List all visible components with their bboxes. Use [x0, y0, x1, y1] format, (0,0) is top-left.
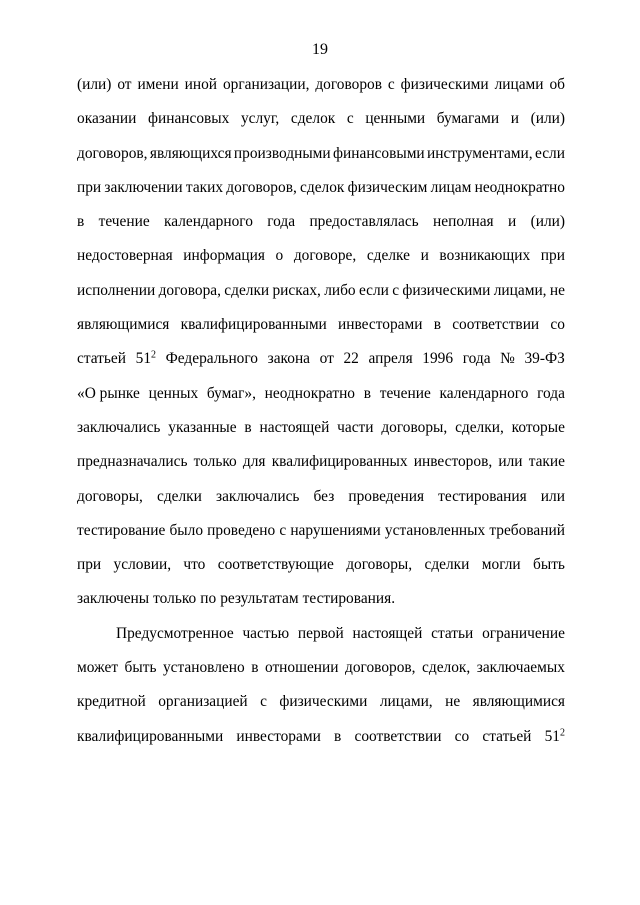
word: лицами, — [379, 693, 433, 711]
word: ценных — [148, 384, 199, 402]
word: в — [363, 384, 372, 402]
word: заключались — [77, 418, 161, 436]
word: календарного — [164, 213, 253, 231]
paragraph — [77, 624, 565, 761]
word: (или) — [530, 110, 565, 128]
word: только — [153, 590, 197, 608]
paragraph — [77, 75, 565, 624]
word: неоднократно — [264, 384, 356, 402]
word: для — [242, 453, 266, 471]
text-line — [77, 727, 565, 761]
word: тестирования. — [302, 590, 396, 608]
word: и — [510, 110, 519, 128]
word: такие — [528, 453, 565, 471]
word: может — [77, 659, 119, 677]
word: договоры, — [381, 418, 448, 436]
word: соответствии — [354, 727, 442, 745]
text-line — [77, 246, 565, 280]
word: договоров — [315, 76, 382, 93]
word: 1996 — [422, 350, 454, 368]
word: сделок, — [422, 659, 471, 677]
word: части — [337, 418, 374, 436]
word: договоры, — [77, 487, 143, 505]
word: инвесторами — [236, 727, 321, 745]
word: (или) — [77, 76, 112, 93]
word: календарного — [439, 384, 529, 402]
word: которые — [511, 418, 565, 436]
word: исполнении — [77, 281, 156, 299]
text-line — [77, 589, 565, 623]
word: заключены — [77, 590, 150, 608]
word: о — [275, 247, 284, 265]
word: об — [549, 76, 565, 93]
word: организации, — [222, 76, 310, 93]
word: производными — [233, 144, 331, 162]
word: от — [117, 76, 132, 93]
word: инвесторами — [338, 316, 423, 334]
word: бумагами — [436, 110, 500, 128]
text-line — [77, 384, 565, 418]
word: проведено — [207, 521, 276, 539]
word: условии, — [113, 556, 172, 574]
word: инвесторов, — [413, 453, 493, 471]
text-line — [77, 281, 565, 315]
word: сделки, — [455, 418, 504, 436]
word: проведения — [348, 487, 425, 505]
text-line — [77, 144, 565, 178]
text-line — [77, 692, 565, 726]
word: финансовыми — [333, 144, 425, 162]
word: в — [77, 213, 85, 231]
word: предназначались — [77, 453, 188, 471]
word: лицами, — [493, 281, 547, 299]
word: или — [540, 487, 565, 505]
word: если — [535, 144, 565, 162]
word: сделки — [224, 281, 270, 299]
word: не — [445, 693, 461, 711]
word: сделки — [424, 556, 470, 574]
word: быть — [124, 659, 157, 677]
word: по — [200, 590, 217, 608]
word: года — [462, 350, 491, 368]
word: физическим — [347, 178, 428, 196]
text-line — [77, 315, 565, 349]
word: со — [454, 727, 470, 745]
word: квалифицированными — [180, 316, 327, 334]
word: сделки — [157, 487, 202, 505]
word: инструментами, — [427, 144, 533, 162]
word: года — [267, 213, 296, 231]
text-line — [77, 109, 565, 143]
word: оказании — [77, 110, 137, 128]
word: предоставлялась — [309, 213, 419, 231]
word: года — [537, 384, 565, 402]
word: в — [433, 316, 441, 334]
word: неполная — [433, 213, 494, 231]
word: частью — [242, 624, 290, 642]
word: статьей — [77, 350, 126, 368]
word: информация — [183, 247, 265, 265]
word: заключались — [215, 487, 300, 505]
word: «О рынке — [77, 384, 140, 402]
word: квалифицированными — [77, 727, 224, 745]
word: договора, — [158, 281, 221, 299]
text-line — [77, 521, 565, 555]
word: квалифицированных — [271, 453, 408, 471]
page-number: 19 — [312, 41, 328, 58]
word: указанные — [168, 418, 237, 436]
word: № — [500, 350, 515, 368]
word: с — [346, 110, 354, 128]
word: от — [319, 350, 334, 368]
word: сделке — [366, 247, 410, 265]
word: физическими — [402, 281, 491, 299]
word: апреля — [368, 350, 413, 368]
word: рисках, — [272, 281, 321, 299]
text-line — [77, 178, 565, 212]
word: являющихся — [149, 144, 232, 162]
word: услуг, — [240, 110, 280, 128]
word: бумаг», — [206, 384, 256, 402]
text-line — [77, 555, 565, 589]
word: $51^2$ — [544, 727, 565, 745]
word: ограничение — [482, 624, 565, 642]
word: лицам — [430, 178, 472, 196]
word: требований — [489, 521, 565, 539]
word: при — [540, 247, 565, 265]
word: результатам — [220, 590, 299, 608]
word: Предусмотренное — [116, 624, 234, 642]
word: (или) — [530, 213, 565, 231]
word: быть — [533, 556, 565, 574]
word: с — [392, 281, 400, 299]
word: со — [550, 316, 565, 334]
word: договоров, — [345, 659, 416, 677]
word: было — [169, 521, 204, 539]
word: Федерального — [165, 350, 259, 368]
word: соответствии — [452, 316, 540, 334]
word: возникающих — [439, 247, 531, 265]
word: организацией — [158, 693, 248, 711]
word: и — [420, 247, 429, 265]
word: течение — [379, 384, 431, 402]
document-body — [77, 75, 565, 761]
word: договоры, — [346, 556, 413, 574]
text-line — [77, 658, 565, 692]
word: 39-ФЗ — [524, 350, 565, 368]
word: тестирование — [77, 521, 166, 539]
word: с — [387, 76, 395, 93]
word: являющимися — [472, 693, 565, 711]
word: в — [334, 727, 342, 745]
word: если — [358, 281, 389, 299]
word: только — [193, 453, 237, 471]
word: ценными — [365, 110, 426, 128]
text-line — [77, 624, 565, 658]
word: установленных — [384, 521, 486, 539]
word: сделок — [290, 110, 336, 128]
word: сделок — [300, 178, 345, 196]
word: договоров, — [77, 144, 148, 162]
word: договоре, — [293, 247, 357, 265]
word: физическими — [400, 76, 489, 93]
word: таких — [185, 178, 224, 196]
word: имени — [137, 76, 179, 93]
word: не — [549, 281, 565, 299]
word: установлено — [162, 659, 245, 677]
word: в — [244, 418, 252, 436]
word: физическими — [279, 693, 368, 711]
word: являющимися — [77, 316, 170, 334]
word: с — [279, 521, 287, 539]
word: настоящей — [352, 624, 423, 642]
word: нарушениями — [290, 521, 381, 539]
word: могли — [481, 556, 521, 574]
word: заключаемых — [476, 659, 565, 677]
word: тестирования — [438, 487, 527, 505]
word: первой — [297, 624, 344, 642]
word: при — [77, 556, 102, 574]
text-line — [77, 349, 565, 383]
word: заключении — [104, 178, 183, 196]
text-line — [77, 75, 565, 109]
text-line — [77, 487, 565, 521]
text-line — [77, 418, 565, 452]
word: договоров, — [226, 178, 297, 196]
word: статьи — [431, 624, 474, 642]
word: кредитной — [77, 693, 146, 711]
word: лицами — [494, 76, 544, 93]
word: 22 — [343, 350, 359, 368]
word: при — [77, 178, 102, 196]
word: с — [260, 693, 267, 711]
word: либо — [324, 281, 356, 299]
word: без — [313, 487, 335, 505]
word: финансовых — [148, 110, 230, 128]
word: статьей — [482, 727, 532, 745]
word: что — [183, 556, 206, 574]
word: $51^2$ — [135, 349, 157, 368]
word: или — [498, 453, 523, 471]
word: закона — [267, 350, 311, 368]
word: в — [251, 659, 259, 677]
word: неоднократно — [474, 178, 565, 196]
word: иной — [184, 76, 218, 93]
word: недостоверная — [77, 247, 173, 265]
word: соответствующие — [217, 556, 334, 574]
word: отношении — [264, 659, 339, 677]
text-line — [77, 212, 565, 246]
word: течение — [98, 213, 150, 231]
text-line — [77, 452, 565, 486]
word: настоящей — [259, 418, 330, 436]
word: и — [507, 213, 517, 231]
